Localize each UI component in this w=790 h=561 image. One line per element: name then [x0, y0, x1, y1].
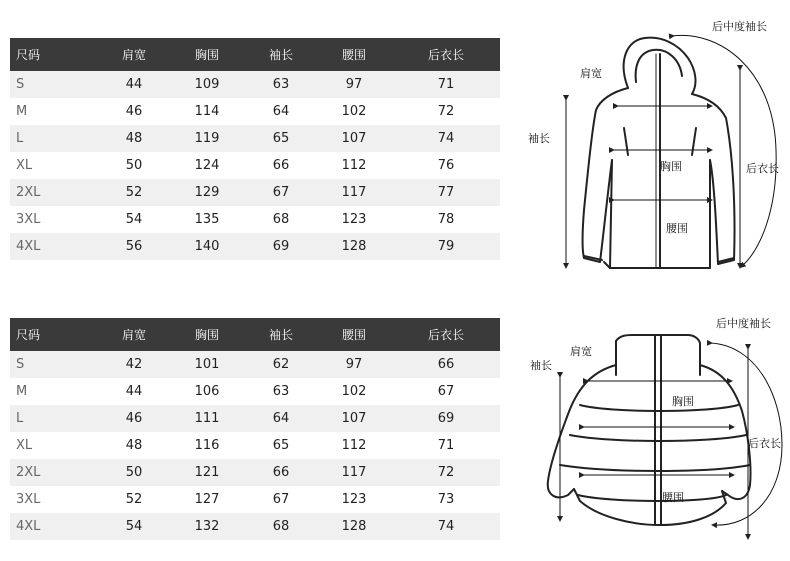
cell: 67 — [437, 384, 455, 399]
cell-size: XL — [16, 438, 33, 453]
cell: 66 — [272, 158, 290, 173]
cell: 123 — [341, 212, 367, 227]
label-center-back-sleeve: 后中度袖长 — [712, 20, 767, 33]
cell: 72 — [437, 104, 455, 119]
label-center-back-sleeve: 后中度袖长 — [716, 317, 771, 330]
cell: 44 — [125, 384, 143, 399]
table-row — [10, 206, 500, 233]
cell: 66 — [437, 357, 455, 372]
cell: 129 — [194, 185, 220, 200]
cell: 140 — [194, 239, 220, 254]
cell: 117 — [341, 185, 367, 200]
cell: 97 — [345, 77, 363, 92]
table-row — [10, 378, 500, 405]
col-back-length: 后衣长 — [427, 48, 464, 62]
cell: 68 — [272, 212, 290, 227]
puffer-jacket-icon — [520, 305, 790, 561]
cell-size: 4XL — [16, 519, 41, 534]
table-row — [10, 432, 500, 459]
cell: 66 — [272, 465, 290, 480]
cell: 112 — [341, 438, 367, 453]
cell: 132 — [194, 519, 220, 534]
size-table-header — [10, 38, 500, 71]
size-table-1 — [10, 38, 500, 260]
cell: 101 — [194, 357, 220, 372]
cell: 79 — [437, 239, 455, 254]
cell: 50 — [125, 158, 143, 173]
label-chest: 胸围 — [660, 160, 682, 173]
cell: 50 — [125, 465, 143, 480]
cell: 64 — [272, 104, 290, 119]
cell: 71 — [437, 438, 455, 453]
table-row — [10, 152, 500, 179]
cell: 67 — [272, 492, 290, 507]
cell: 54 — [125, 519, 143, 534]
cell: 65 — [272, 438, 290, 453]
table-row — [10, 71, 500, 98]
cell: 97 — [345, 357, 363, 372]
label-waist: 腰围 — [662, 491, 684, 504]
cell: 65 — [272, 131, 290, 146]
cell: 48 — [125, 131, 143, 146]
cell-size: XL — [16, 158, 33, 173]
col-sleeve: 袖长 — [268, 328, 293, 342]
cell: 56 — [125, 239, 143, 254]
cell: 121 — [194, 465, 220, 480]
cell: 135 — [194, 212, 220, 227]
label-chest: 胸围 — [672, 395, 694, 408]
cell: 68 — [272, 519, 290, 534]
cell: 46 — [125, 104, 143, 119]
col-chest: 胸围 — [194, 48, 219, 62]
cell: 52 — [125, 492, 143, 507]
label-sleeve: 袖长 — [530, 359, 552, 372]
cell: 119 — [194, 131, 220, 146]
cell: 73 — [437, 492, 455, 507]
col-sleeve: 袖长 — [268, 48, 293, 62]
table-row — [10, 233, 500, 260]
col-shoulder: 肩宽 — [121, 48, 146, 62]
label-shoulder: 肩宽 — [580, 67, 602, 80]
cell: 46 — [125, 411, 143, 426]
cell: 78 — [437, 212, 455, 227]
cell: 62 — [272, 357, 290, 372]
measurement-diagram-puffer — [520, 305, 790, 561]
cell: 106 — [194, 384, 220, 399]
cell: 72 — [437, 465, 455, 480]
label-waist: 腰围 — [666, 222, 688, 235]
cell: 127 — [194, 492, 220, 507]
cell-size: S — [16, 357, 25, 372]
cell: 54 — [125, 212, 143, 227]
cell: 116 — [194, 438, 220, 453]
cell: 69 — [437, 411, 455, 426]
hooded-jacket-icon — [520, 10, 790, 285]
cell: 128 — [341, 239, 367, 254]
col-waist: 腰围 — [341, 328, 366, 342]
cell-size: 3XL — [16, 212, 41, 227]
col-size: 尺码 — [16, 48, 41, 62]
cell: 112 — [341, 158, 367, 173]
cell: 114 — [194, 104, 220, 119]
cell-size: L — [16, 131, 24, 146]
col-shoulder: 肩宽 — [121, 328, 146, 342]
cell: 109 — [194, 77, 220, 92]
cell: 69 — [272, 239, 290, 254]
table-row — [10, 513, 500, 540]
label-shoulder: 肩宽 — [570, 345, 592, 358]
cell-size: M — [16, 104, 28, 119]
table-row — [10, 405, 500, 432]
size-table-2 — [10, 318, 500, 540]
cell: 44 — [125, 77, 143, 92]
size-table-body — [10, 351, 500, 540]
cell-size: 3XL — [16, 492, 41, 507]
table-row — [10, 125, 500, 152]
cell: 111 — [194, 411, 220, 426]
cell-size: 2XL — [16, 185, 41, 200]
cell: 74 — [437, 131, 455, 146]
cell: 67 — [272, 185, 290, 200]
cell: 117 — [341, 465, 367, 480]
cell: 102 — [341, 104, 367, 119]
cell: 42 — [125, 357, 143, 372]
cell: 71 — [437, 77, 455, 92]
cell: 48 — [125, 438, 143, 453]
table-row — [10, 179, 500, 206]
cell: 77 — [437, 185, 455, 200]
cell-size: 4XL — [16, 239, 41, 254]
cell: 63 — [272, 384, 290, 399]
label-back-length: 后衣长 — [746, 162, 779, 175]
cell-size: L — [16, 411, 24, 426]
cell: 124 — [194, 158, 220, 173]
cell: 107 — [341, 411, 367, 426]
table-row — [10, 459, 500, 486]
cell-size: 2XL — [16, 465, 41, 480]
cell: 74 — [437, 519, 455, 534]
table-row — [10, 98, 500, 125]
cell: 107 — [341, 131, 367, 146]
cell: 64 — [272, 411, 290, 426]
col-waist: 腰围 — [341, 48, 366, 62]
label-sleeve: 袖长 — [528, 132, 550, 145]
label-back-length: 后衣长 — [748, 437, 781, 450]
cell: 128 — [341, 519, 367, 534]
size-table-body — [10, 71, 500, 260]
col-chest: 胸围 — [194, 328, 219, 342]
cell: 63 — [272, 77, 290, 92]
col-size: 尺码 — [16, 328, 41, 342]
cell: 123 — [341, 492, 367, 507]
measurement-diagram-hooded — [520, 10, 790, 285]
cell-size: M — [16, 384, 28, 399]
col-back-length: 后衣长 — [427, 328, 464, 342]
cell: 52 — [125, 185, 143, 200]
table-row — [10, 351, 500, 378]
size-table-header — [10, 318, 500, 351]
cell: 76 — [437, 158, 455, 173]
cell-size: S — [16, 77, 25, 92]
table-row — [10, 486, 500, 513]
cell: 102 — [341, 384, 367, 399]
